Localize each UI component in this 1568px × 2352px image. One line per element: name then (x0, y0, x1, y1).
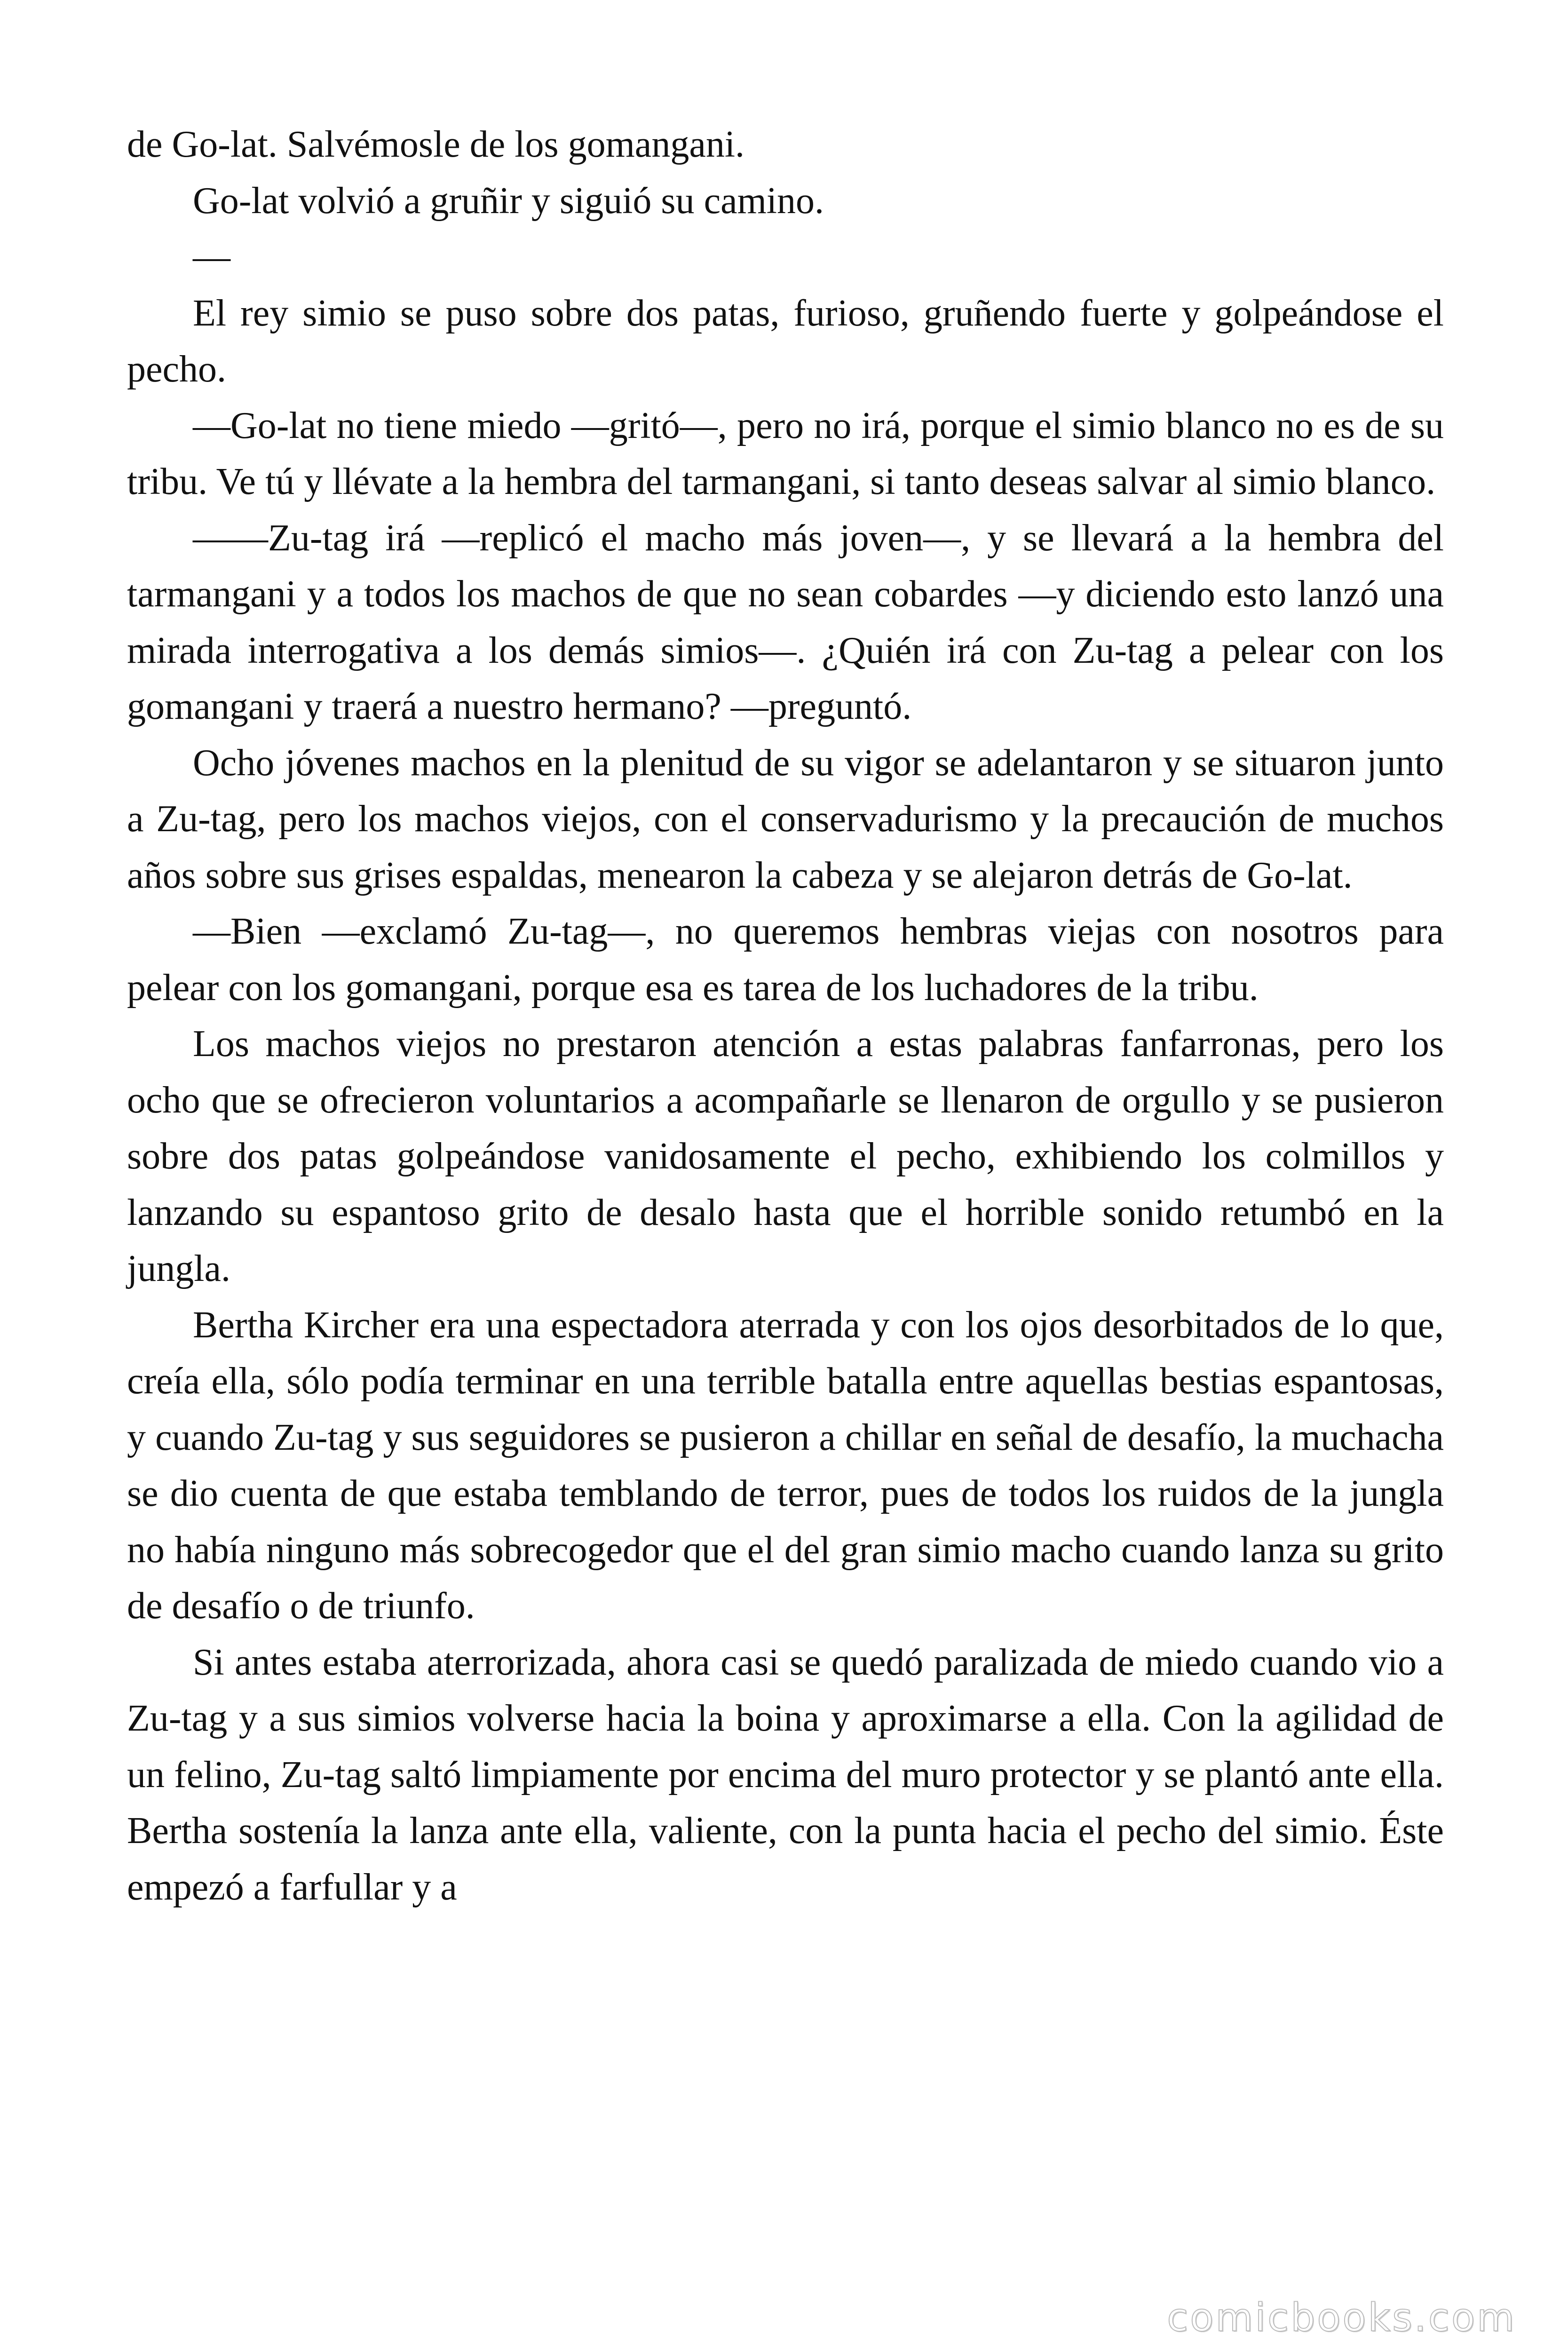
paragraph: Ocho jóvenes machos en la plenitud de su vigor se adelantaron y se situaron junto a Zu-tag, pero los machos viejos, con el conservadurismo y la precaución de muchos años sobre sus grises espaldas, menearon la cabeza y se alejaron detrás de Go-lat. (127, 742, 1444, 896)
body-text (127, 117, 1444, 1915)
paragraph: —Go-lat no tiene miedo —gritó—, pero no irá, porque el simio blanco no es de su tribu. Ve tú y llévate a la hembra del tarmangani, si tanto deseas salvar al simio blanco. (127, 405, 1444, 502)
paragraph: Los machos viejos no prestaron atención a estas palabras fanfarronas, pero los ocho que se ofrecieron voluntarios a acompañarle se llenaron de orgullo y se pusieron sobre dos patas golpeándose vanidosamente el pecho, exhibiendo los colmillos y lanzando su espantoso grito de desalo hasta que el horrible sonido retumbó en la jungla. (127, 1023, 1444, 1289)
paragraph: de Go-lat. Salvémosle de los gomangani. (127, 124, 745, 165)
paragraph: Bertha Kircher era una espectadora aterrada y con los ojos desorbitados de lo que, creía ella, sólo podía terminar en una terrible batalla entre aquellas bestias espantosas, y cuando Zu-tag y sus seguidores se pusieron a chillar en señal de desafío, la muchacha se dio cuenta de que estaba temblando de terror, pues de todos los ruidos de la jungla no había ninguno más sobrecogedor que el del gran simio macho cuando lanza su grito de desafío o de triunfo. (127, 1304, 1444, 1627)
paragraph: ——Zu-tag irá —replicó el macho más joven—, y se llevará a la hembra del tarmangani y a todos los machos de que no sean cobardes —y diciendo esto lanzó una mirada interrogativa a los demás simios—. ¿Quién irá con Zu-tag a pelear con los gomangani y traerá a nuestro hermano? —preguntó. (127, 517, 1444, 727)
paragraph: — (193, 236, 230, 278)
paragraph: El rey simio se puso sobre dos patas, furioso, gruñendo fuerte y golpeándose el pecho. (127, 292, 1444, 390)
paragraph: —Bien —exclamó Zu-tag—, no queremos hembras viejas con nosotros para pelear con los gomangani, porque esa es tarea de los luchadores de la tribu. (127, 911, 1444, 1009)
site-watermark: comicbooks.com (1167, 2296, 1516, 2340)
paragraph: Si antes estaba aterrorizada, ahora casi se quedó paralizada de miedo cuando vio a Zu-tag y a sus simios volverse hacia la boina y aproximarse a ella. Con la agilidad de un felino, Zu-tag saltó limpiamente por encima del muro protector y se plantó ante ella. Bertha sostenía la lanza ante ella, valiente, con la punta hacia el pecho del simio. Éste empezó a farfullar y a (127, 1641, 1444, 1908)
paragraph: Go-lat volvió a gruñir y siguió su camino. (193, 180, 824, 222)
